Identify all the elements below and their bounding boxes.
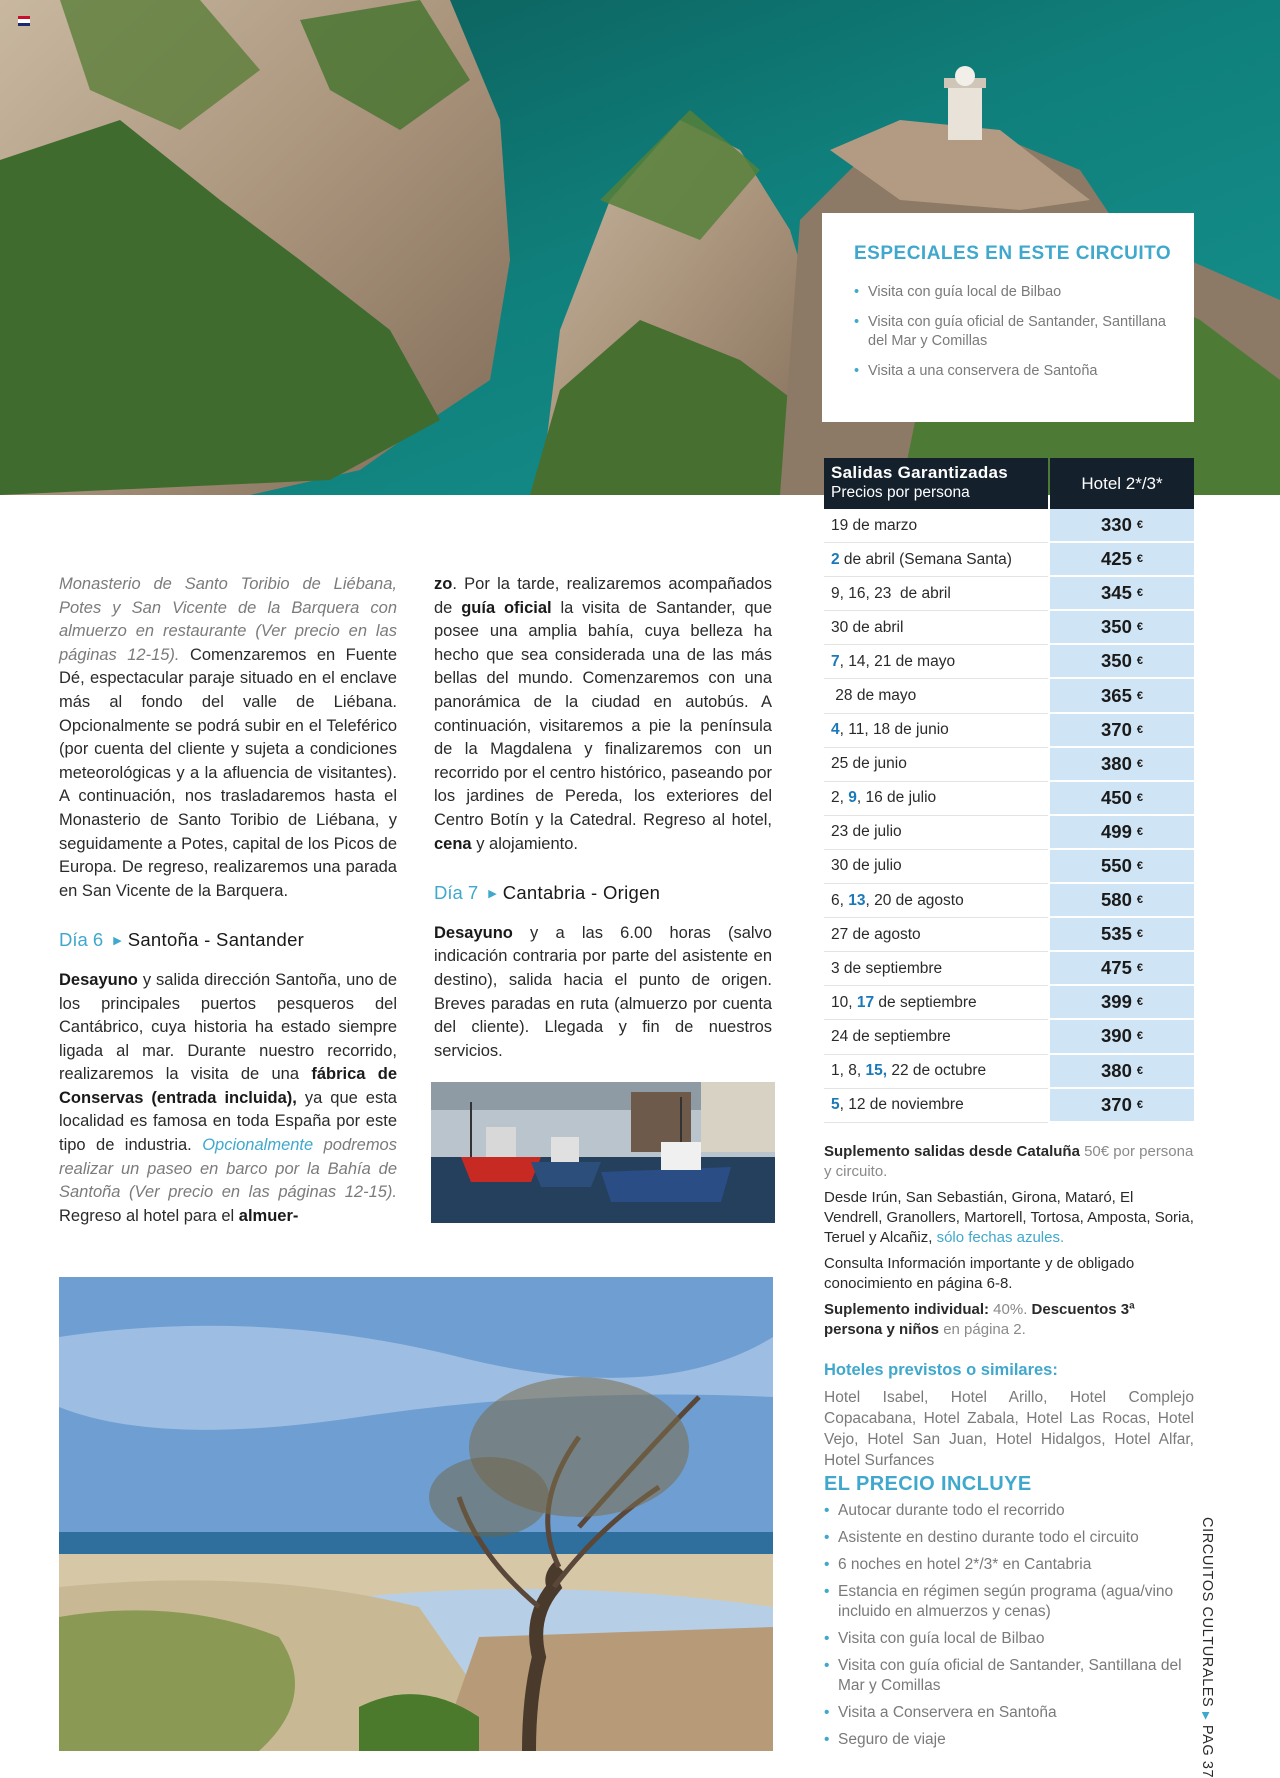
price-value: 370 € bbox=[1050, 714, 1194, 748]
price-value: 399 € bbox=[1050, 986, 1194, 1020]
price-table-title: Salidas Garantizadas bbox=[831, 463, 1009, 482]
departure-date: 25 de junio bbox=[824, 748, 1048, 782]
departure-cities: Desde Irún, San Sebastián, Girona, Mataró, El Vendrell, Granollers, Martorell, Tortosa, Amposta, Soria, Teruel y Alcañiz, sólo fechas azules. bbox=[824, 1189, 1194, 1246]
photo-beach-tree bbox=[59, 1277, 773, 1751]
table-row bbox=[824, 645, 1194, 679]
table-row bbox=[824, 986, 1194, 1020]
price-includes-title: EL PRECIO INCLUYE bbox=[824, 1473, 1032, 1495]
table-row bbox=[824, 714, 1194, 748]
table-row bbox=[824, 748, 1194, 782]
departure-date: 9, 16, 23 de abril bbox=[824, 577, 1048, 611]
table-row bbox=[824, 884, 1194, 918]
especiales-box bbox=[822, 213, 1194, 422]
list-item: • Visita con guía oficial de Santander, Santillana del Mar y Comillas bbox=[854, 313, 1172, 351]
price-table-header bbox=[824, 458, 1194, 509]
table-row bbox=[824, 1055, 1194, 1089]
list-item: • Visita a Conservera en Santoña bbox=[824, 1703, 1194, 1723]
flag-icon bbox=[18, 16, 30, 26]
price-value: 475 € bbox=[1050, 952, 1194, 986]
departure-date: 23 de julio bbox=[824, 816, 1048, 850]
day6-continuation: zo. Por la tarde, realizaremos acompañados de guía oficial la visita de Santander, que posee una amplia bahía, cuya belleza ha hecho que sea considerada una de las más bellas del mundo. Comenzaremos con una panorámica de la ciudad en autobús. A continuación, visitaremos a pie la península de la Magdalena y finalizaremos con un recorrido por el centro histórico, paseando por los jardines de Pereda, los exteriores del Centro Botín y la Catedral. Regreso al hotel, cena y alojamiento. bbox=[434, 575, 773, 853]
departure-date: 27 de agosto bbox=[824, 918, 1048, 952]
price-includes-list bbox=[824, 1501, 1194, 1757]
list-item: • Visita con guía local de Bilbao bbox=[824, 1629, 1194, 1649]
list-item: • 6 noches en hotel 2*/3* en Cantabria bbox=[824, 1555, 1194, 1575]
day6-title: Santoña - Santander bbox=[127, 929, 305, 951]
arrow-right-icon: ▶ bbox=[488, 888, 497, 901]
list-item: • Autocar durante todo el recorrido bbox=[824, 1501, 1194, 1521]
price-value: 580 € bbox=[1050, 884, 1194, 918]
departure-date: 30 de abril bbox=[824, 611, 1048, 645]
price-value: 350 € bbox=[1050, 611, 1194, 645]
price-value: 345 € bbox=[1050, 577, 1194, 611]
departure-date: 19 de marzo bbox=[824, 509, 1048, 543]
especiales-list bbox=[854, 283, 1172, 381]
table-row bbox=[824, 918, 1194, 952]
price-table bbox=[824, 458, 1194, 1123]
departure-date: 6, 13 , 20 de agosto bbox=[824, 884, 1048, 918]
arrow-right-icon: ▶ bbox=[113, 935, 122, 948]
page-footer-vertical bbox=[1199, 1517, 1232, 1778]
list-item: • Visita con guía oficial de Santander, Santillana del Mar y Comillas bbox=[824, 1656, 1194, 1696]
table-row bbox=[824, 1020, 1194, 1054]
price-value: 499 € bbox=[1050, 816, 1194, 850]
departure-date: 3 de septiembre bbox=[824, 952, 1048, 986]
price-value: 365 € bbox=[1050, 679, 1194, 713]
section-name: CIRCUITOS CULTURALES bbox=[1199, 1517, 1215, 1708]
departure-date: 5 , 12 de noviembre bbox=[824, 1089, 1048, 1123]
day7-number: Día 7 bbox=[434, 882, 479, 904]
day7-heading bbox=[434, 881, 772, 909]
table-row bbox=[824, 1089, 1194, 1123]
hotels-list: Hotel Isabel, Hotel Arillo, Hotel Complejo Copacabana, Hotel Zabala, Hotel Las Rocas, Hotel Vejo, Hotel San Juan, Hotel Hidalgos, Hotel Alfar, Hotel Surfances bbox=[824, 1389, 1194, 1469]
photo-fishing-boats bbox=[431, 1082, 775, 1223]
price-table-body bbox=[824, 509, 1194, 1123]
price-value: 380 € bbox=[1050, 748, 1194, 782]
day6-number: Día 6 bbox=[59, 929, 104, 951]
list-item: • Visita a una conservera de Santoña bbox=[854, 362, 1172, 381]
table-row bbox=[824, 782, 1194, 816]
price-value: 380 € bbox=[1050, 1055, 1194, 1089]
beach-illustration bbox=[59, 1277, 773, 1751]
departure-date: 2, 9 , 16 de julio bbox=[824, 782, 1048, 816]
supplement-cataluna: Suplemento salidas desde Cataluña 50€ por persona y circuito. bbox=[824, 1143, 1194, 1180]
table-row bbox=[824, 679, 1194, 713]
list-item: • Asistente en destino durante todo el circuito bbox=[824, 1528, 1194, 1548]
list-item: • Visita con guía local de Bilbao bbox=[854, 283, 1172, 302]
day6-text: Desayuno y salida dirección Santoña, uno de los principales puertos pesqueros del Cantábrico, cuya historia ha estado siempre ligada al mar. Durante nuestro recorrido, realizaremos la visita de una fábrica de Conservas (entrada incluida), ya que esta localidad es famosa en toda España por este tipo de industria. Opcionalmente podremos realizar un paseo en barco por la Bahía de Santoña (Ver precio en las páginas 12-15). Regreso al hotel para el almuer- bbox=[59, 970, 398, 1225]
departure-date: 10, 17 de septiembre bbox=[824, 986, 1048, 1020]
text-column-2 bbox=[434, 573, 772, 1063]
especiales-title: ESPECIALES EN ESTE CIRCUITO bbox=[854, 243, 1172, 264]
table-row bbox=[824, 611, 1194, 645]
departure-date: 30 de julio bbox=[824, 850, 1048, 884]
list-item: • Estancia en régimen según programa (agua/vino incluido en almuerzos y cenas) bbox=[824, 1582, 1194, 1622]
price-table-hotel-column: Hotel 2*/3* bbox=[1050, 458, 1194, 509]
table-row bbox=[824, 952, 1194, 986]
table-row bbox=[824, 543, 1194, 577]
important-info-note: Consulta Información importante y de obligado conocimiento en página 6-8. bbox=[824, 1255, 1135, 1292]
price-value: 370 € bbox=[1050, 1089, 1194, 1123]
price-table-subtitle: Precios por persona bbox=[831, 484, 970, 501]
departure-date: 24 de septiembre bbox=[824, 1020, 1048, 1054]
price-value: 550 € bbox=[1050, 850, 1194, 884]
departure-date: 2 de abril (Semana Santa) bbox=[824, 543, 1048, 577]
departure-date: 4 , 11, 18 de junio bbox=[824, 714, 1048, 748]
table-row bbox=[824, 850, 1194, 884]
table-row bbox=[824, 816, 1194, 850]
hotels-title: Hoteles previstos o similares: bbox=[824, 1361, 1058, 1379]
price-value: 330 € bbox=[1050, 509, 1194, 543]
price-value: 450 € bbox=[1050, 782, 1194, 816]
day7-title: Cantabria - Origen bbox=[502, 882, 661, 904]
text-column-1 bbox=[59, 573, 397, 1228]
list-item: • Seguro de viaje bbox=[824, 1730, 1194, 1750]
table-row bbox=[824, 577, 1194, 611]
day6-heading bbox=[59, 928, 397, 956]
day7-text: Desayuno y a las 6.00 horas (salvo indicación contraria por parte del asistente en destino), salida hacia el punto de origen. Breves paradas en ruta (almuerzo por cuenta del cliente). Llegada y fin de nuestros servicios. bbox=[434, 923, 772, 1060]
departure-date: 28 de mayo bbox=[824, 679, 1048, 713]
departure-date: 1, 8, 15, 22 de octubre bbox=[824, 1055, 1048, 1089]
arrow-right-icon: ▶ bbox=[1200, 1711, 1211, 1721]
notes-block bbox=[824, 1142, 1194, 1346]
price-value: 535 € bbox=[1050, 918, 1194, 952]
day5-continuation: Monasterio de Santo Toribio de Liébana, Potes y San Vicente de la Barquera con almuerzo en restaurante (Ver precio en las páginas 12-15). Comenzaremos en Fuente Dé, espectacular paraje situado en el enclave más al fondo del valle de Liébana. Opcionalmente se podrá subir en el Teleférico (por cuenta del cliente y sujeta a condiciones meteorológicas y a la afluencia de visitantes). A continuación, nos trasladaremos hasta el Monasterio de Santo Toribio de Liébana, y seguidamente a Potes, capital de los Picos de Europa. De regreso, realizaremos una parada en San Vicente de la Barquera. bbox=[59, 575, 397, 900]
table-row bbox=[824, 509, 1194, 543]
price-table-header-dates bbox=[824, 458, 1048, 509]
price-value: 425 € bbox=[1050, 543, 1194, 577]
price-value: 390 € bbox=[1050, 1020, 1194, 1054]
boats-illustration bbox=[431, 1082, 775, 1223]
single-supplement: Suplemento individual: 40%. Descuentos 3ª persona y niños en página 2. bbox=[824, 1301, 1135, 1338]
price-value: 350 € bbox=[1050, 645, 1194, 679]
page-number: PAG 37 bbox=[1199, 1724, 1215, 1778]
departure-date: 7 , 14, 21 de mayo bbox=[824, 645, 1048, 679]
